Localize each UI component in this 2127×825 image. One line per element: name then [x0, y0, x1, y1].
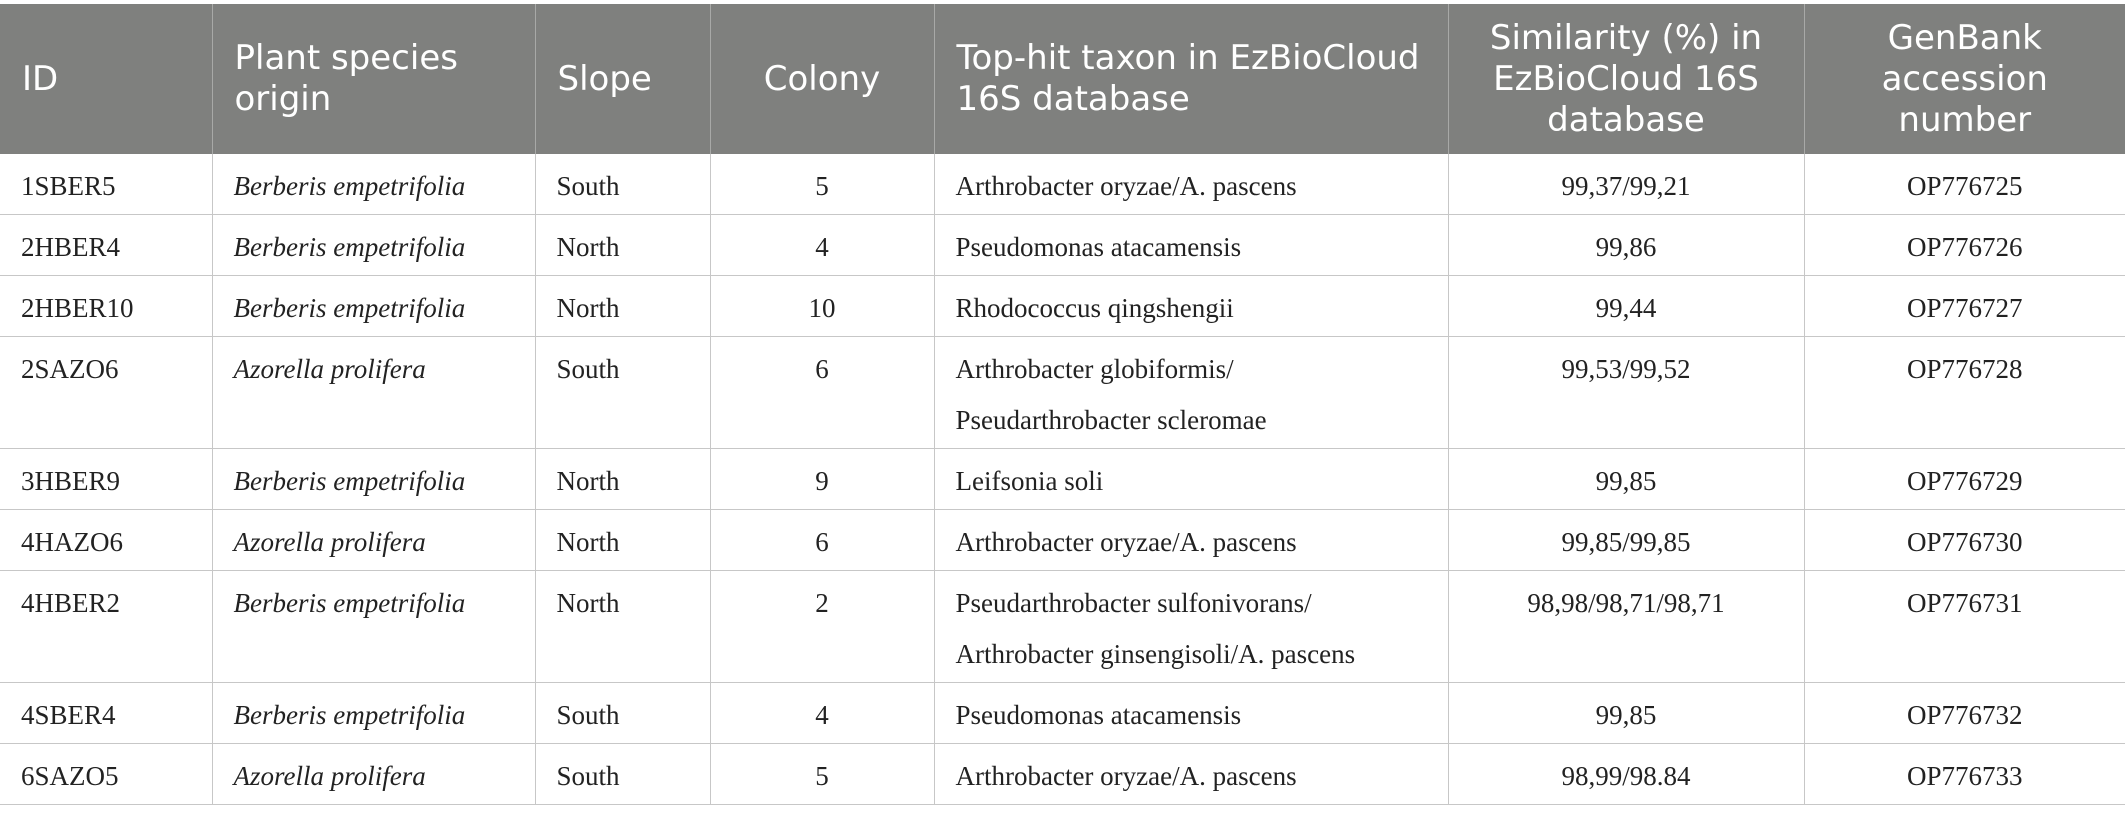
- header-row: [0, 4, 2125, 154]
- header-colony: Colony: [710, 4, 934, 154]
- cell-top-hit-taxon: [934, 510, 1448, 571]
- cell-id: 4HBER2: [0, 571, 212, 683]
- header-slope: Slope: [535, 4, 710, 154]
- cell-id: 2HBER4: [0, 215, 212, 276]
- cell-similarity: 99,85: [1448, 449, 1804, 510]
- taxon-line: Leifsonia soli: [955, 466, 1104, 496]
- cell-colony: 6: [710, 337, 934, 449]
- cell-plant-species: Azorella prolifera: [212, 744, 535, 805]
- cell-genbank-accession: OP776726: [1804, 215, 2125, 276]
- cell-slope: South: [535, 154, 710, 215]
- cell-plant-species: Berberis empetrifolia: [212, 276, 535, 337]
- cell-colony: 4: [710, 683, 934, 744]
- table-row: [0, 683, 2125, 744]
- cell-genbank-accession: OP776730: [1804, 510, 2125, 571]
- cell-colony: 5: [710, 154, 934, 215]
- cell-id: 4SBER4: [0, 683, 212, 744]
- header-id: ID: [0, 4, 212, 154]
- cell-slope: South: [535, 683, 710, 744]
- cell-similarity: 99,85/99,85: [1448, 510, 1804, 571]
- taxon-line: Pseudarthrobacter scleromae: [955, 405, 1267, 435]
- taxon-line: Pseudomonas atacamensis: [955, 700, 1242, 730]
- cell-slope: North: [535, 571, 710, 683]
- cell-colony: 5: [710, 744, 934, 805]
- table-row: [0, 154, 2125, 215]
- taxon-line: Arthrobacter oryzae/A. pascens: [955, 761, 1297, 791]
- cell-id: 2HBER10: [0, 276, 212, 337]
- cell-top-hit-taxon: [934, 276, 1448, 337]
- table-body: [0, 154, 2125, 805]
- taxon-line: Arthrobacter ginsengisoli/A. pascens: [955, 639, 1356, 669]
- cell-slope: North: [535, 449, 710, 510]
- cell-slope: South: [535, 744, 710, 805]
- table-row: [0, 215, 2125, 276]
- taxon-line: Arthrobacter oryzae/A. pascens: [955, 171, 1297, 201]
- table-row: [0, 510, 2125, 571]
- cell-colony: 6: [710, 510, 934, 571]
- cell-top-hit-taxon: [934, 154, 1448, 215]
- taxon-line: Arthrobacter globiformis/: [955, 354, 1234, 384]
- table-row: [0, 337, 2125, 449]
- cell-plant-species: Berberis empetrifolia: [212, 154, 535, 215]
- cell-genbank-accession: OP776733: [1804, 744, 2125, 805]
- table-row: [0, 449, 2125, 510]
- taxon-line: Arthrobacter oryzae/A. pascens: [955, 527, 1297, 557]
- table-row: [0, 571, 2125, 683]
- table-row: [0, 744, 2125, 805]
- taxon-line: Pseudarthrobacter sulfonivorans/: [955, 588, 1312, 618]
- cell-genbank-accession: OP776732: [1804, 683, 2125, 744]
- cell-slope: North: [535, 510, 710, 571]
- cell-plant-species: Berberis empetrifolia: [212, 571, 535, 683]
- cell-id: 1SBER5: [0, 154, 212, 215]
- cell-genbank-accession: OP776728: [1804, 337, 2125, 449]
- cell-plant-species: Berberis empetrifolia: [212, 215, 535, 276]
- cell-plant-species: Berberis empetrifolia: [212, 449, 535, 510]
- isolates-table: [0, 4, 2125, 805]
- cell-colony: 4: [710, 215, 934, 276]
- header-top-hit-taxon: Top-hit taxon in EzBioCloud 16S database: [934, 4, 1448, 154]
- header-similarity: Similarity (%) in EzBioCloud 16S database: [1448, 4, 1804, 154]
- taxon-line: Pseudomonas atacamensis: [955, 232, 1242, 262]
- cell-similarity: 99,85: [1448, 683, 1804, 744]
- cell-genbank-accession: OP776729: [1804, 449, 2125, 510]
- cell-id: 3HBER9: [0, 449, 212, 510]
- header-plant-species-origin: Plant species origin: [212, 4, 535, 154]
- cell-id: 6SAZO5: [0, 744, 212, 805]
- cell-genbank-accession: OP776731: [1804, 571, 2125, 683]
- cell-plant-species: Azorella prolifera: [212, 510, 535, 571]
- cell-similarity: 98,99/98.84: [1448, 744, 1804, 805]
- cell-slope: North: [535, 215, 710, 276]
- cell-colony: 9: [710, 449, 934, 510]
- cell-id: 2SAZO6: [0, 337, 212, 449]
- cell-plant-species: Berberis empetrifolia: [212, 683, 535, 744]
- cell-genbank-accession: OP776727: [1804, 276, 2125, 337]
- cell-plant-species: Azorella prolifera: [212, 337, 535, 449]
- cell-similarity: 99,44: [1448, 276, 1804, 337]
- cell-top-hit-taxon: [934, 215, 1448, 276]
- cell-similarity: 99,53/99,52: [1448, 337, 1804, 449]
- cell-slope: North: [535, 276, 710, 337]
- cell-similarity: 99,37/99,21: [1448, 154, 1804, 215]
- cell-similarity: 98,98/98,71/98,71: [1448, 571, 1804, 683]
- cell-top-hit-taxon: [934, 744, 1448, 805]
- cell-id: 4HAZO6: [0, 510, 212, 571]
- cell-colony: 2: [710, 571, 934, 683]
- cell-top-hit-taxon: [934, 571, 1448, 683]
- table-row: [0, 276, 2125, 337]
- cell-top-hit-taxon: [934, 337, 1448, 449]
- taxon-line: Rhodococcus qingshengii: [955, 293, 1234, 323]
- header-genbank-accession: GenBank accession number: [1804, 4, 2125, 154]
- cell-top-hit-taxon: [934, 449, 1448, 510]
- cell-slope: South: [535, 337, 710, 449]
- cell-genbank-accession: OP776725: [1804, 154, 2125, 215]
- cell-similarity: 99,86: [1448, 215, 1804, 276]
- isolates-table-container: [0, 4, 2125, 805]
- cell-colony: 10: [710, 276, 934, 337]
- cell-top-hit-taxon: [934, 683, 1448, 744]
